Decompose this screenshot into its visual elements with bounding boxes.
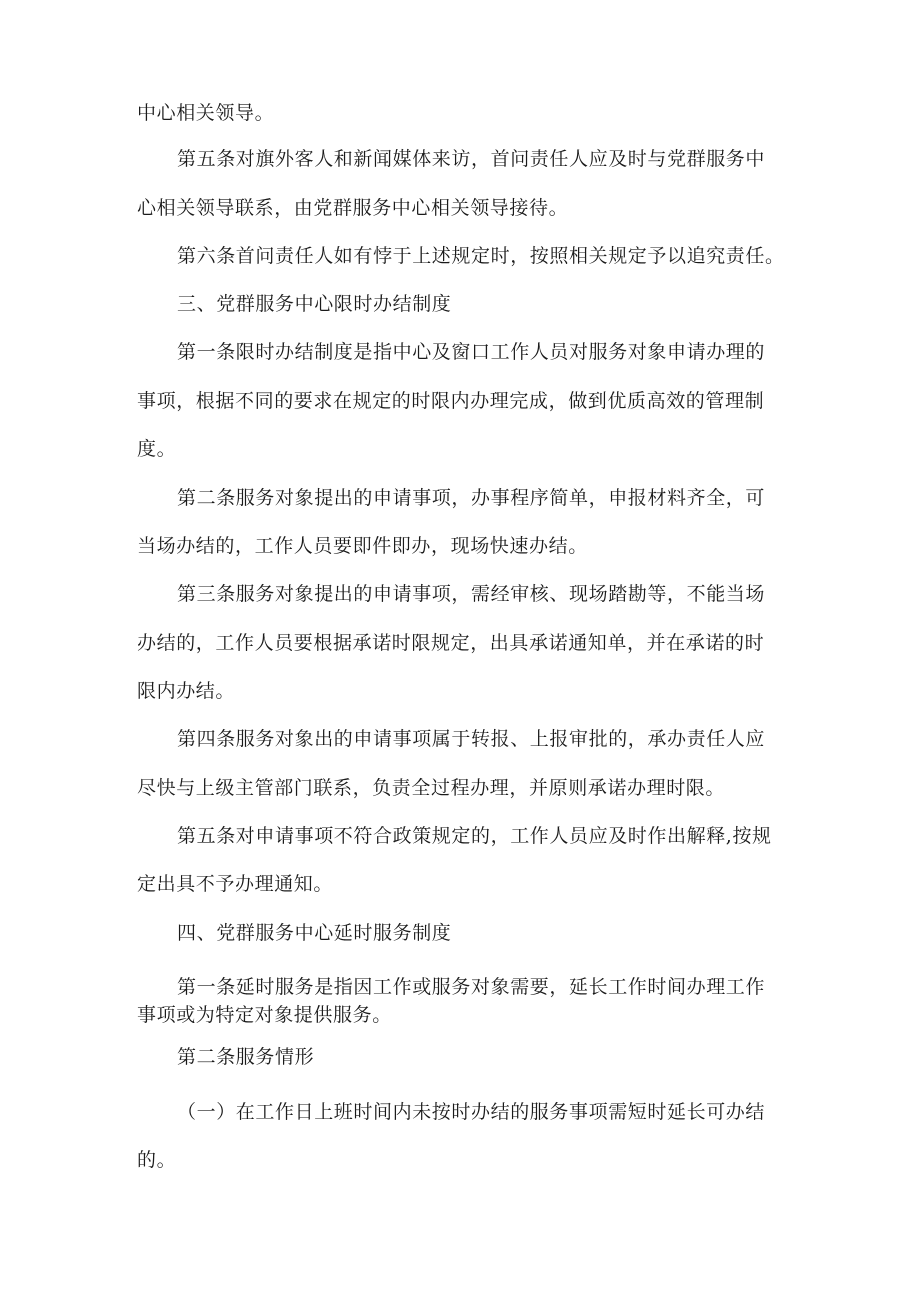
text-line: 第三条服务对象提出的申请事项，需经审核、现场踏勘等，不能当场	[177, 583, 766, 605]
text-line: 尽快与上级主管部门联系，负责全过程办理，并原则承诺办理时限。	[137, 777, 726, 799]
text-line: 限内办结。	[137, 680, 236, 702]
text-line: 第一条延时服务是指因工作或服务对象需要，延长工作时间办理工作	[177, 976, 766, 998]
text-line: 第四条服务对象出的申请事项属于转报、上报审批的，承办责任人应	[177, 728, 766, 750]
text-line: 的。	[137, 1149, 177, 1171]
text-line: 第五条对申请事项不符合政策规定的，工作人员应及时作出解释,按规	[177, 825, 772, 847]
text-line: 第五条对旗外客人和新闻媒体来访，首问责任人应及时与党群服务中	[177, 148, 766, 170]
section-heading: 四、党群服务中心延时服务制度	[177, 922, 452, 944]
section-heading: 三、党群服务中心限时办结制度	[177, 293, 452, 315]
text-line: 办结的，工作人员要根据承诺时限规定，出具承诺通知单，并在承诺的时	[137, 632, 765, 654]
text-line: （一）在工作日上班时间内未按时办结的服务事项需短时延长可办结	[177, 1101, 766, 1123]
text-line: 第一条限时办结制度是指中心及窗口工作人员对服务对象申请办理的	[177, 341, 766, 363]
text-line: 事项，根据不同的要求在规定的时限内办理完成，做到优质高效的管理制	[137, 390, 765, 412]
text-line: 中心相关领导。	[137, 102, 275, 124]
text-line: 第二条服务对象提出的申请事项，办事程序简单，申报材料齐全，可	[177, 487, 766, 509]
text-line: 第二条服务情形	[177, 1046, 315, 1068]
text-line: 当场办结的，工作人员要即件即办，现场快速办结。	[137, 535, 588, 557]
text-line: 定出具不予办理通知。	[137, 873, 334, 895]
text-line: 心相关领导联系，由党群服务中心相关领导接待。	[137, 197, 569, 219]
text-line: 第六条首问责任人如有悖于上述规定时，按照相关规定予以追究责任。	[177, 245, 785, 267]
text-line: 度。	[137, 438, 177, 460]
text-line: 事项或为特定对象提供服务。	[137, 1004, 392, 1026]
